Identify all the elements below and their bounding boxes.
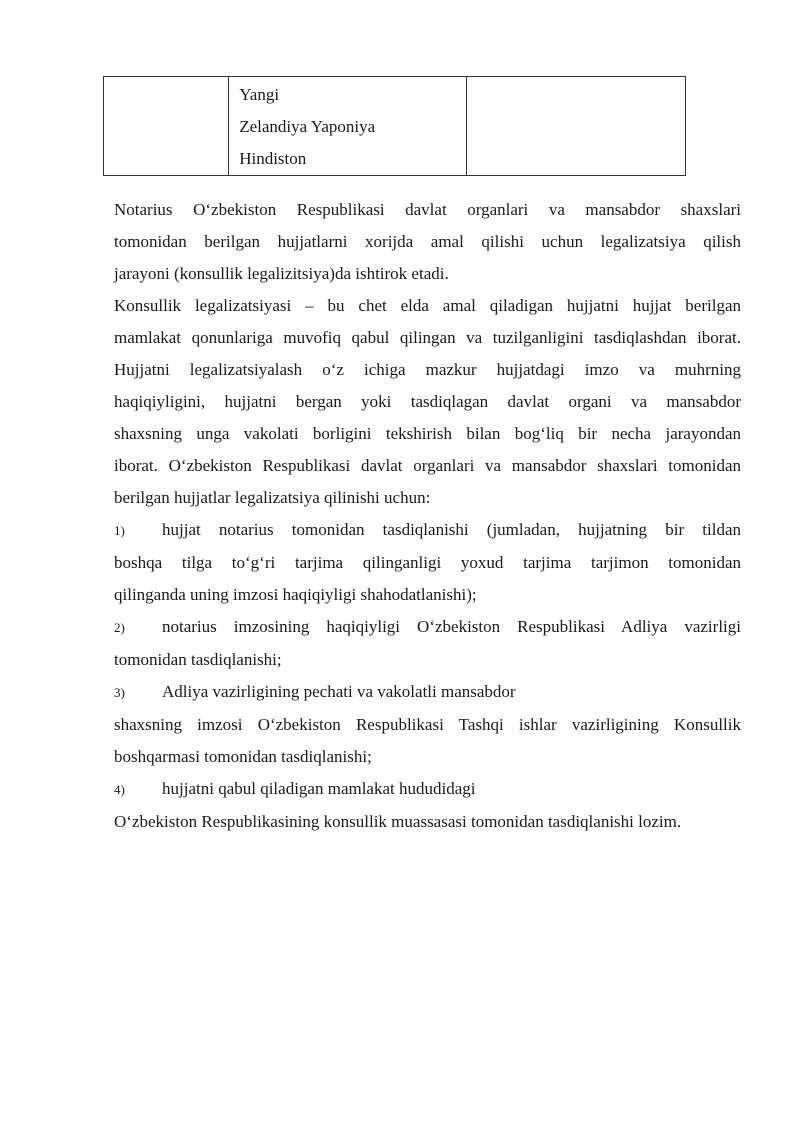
country-line: Yangi [239,85,280,104]
list-item-text: hujjatni qabul qiladigan mamlakat hududidagi [162,779,476,798]
list-item-text: notarius imzosining haqiqiyligi O‘zbekiston Respublikasi Adliya vazirligi [162,617,741,636]
country-line: Zelandiya Yaponiya [239,117,376,136]
table-row [104,77,686,176]
text-line: mamlakat qonunlariga muvofiq qabul qilingan va tuzilganligini tasdiqlashdan iborat. [114,328,741,347]
list-number: 1) [114,523,125,538]
list-item-text: Adliya vazirligining pechati va vakolatli mansabdor [162,682,516,701]
text-line: jarayoni (konsullik legalizitsiya)da ishtirok etadi. [114,264,449,283]
text-line: tomonidan berilgan hujjatlarni xorijda amal qilishi uchun legalizatsiya qilish [114,232,741,251]
text-line: shaxsning imzosi O‘zbekiston Respublikasi Tashqi ishlar vazirligining Konsullik [114,715,741,734]
list-item-text: hujjat notarius tomonidan tasdiqlanishi (jumladan, hujjatning bir tildan [162,520,741,539]
text-line: berilgan hujjatlar legalizatsiya qilinishi uchun: [114,488,431,507]
list-number: 3) [114,685,125,700]
text-line: Hujjatni legalizatsiyalash o‘z ichiga mazkur hujjatdagi imzo va muhrning [114,360,741,379]
table-cell-empty-right [466,77,685,176]
list-item [114,773,741,838]
text-line: haqiqiyligini, hujjatni bergan yoki tasdiqlagan davlat organi va mansabdor [114,392,741,411]
table-cell-empty-left [104,77,229,176]
text-line: O‘zbekiston Respublikasining konsullik muassasasi tomonidan tasdiqlanishi lozim. [114,812,682,831]
text-line: boshqarmasi tomonidan tasdiqlanishi; [114,747,372,766]
list-item [114,514,741,611]
paragraph-notary-role [114,194,741,290]
document-body [114,194,741,838]
list-item [114,611,741,676]
table-cell-countries [229,77,466,176]
text-line: Notarius O‘zbekiston Respublikasi davlat organlari va mansabdor shaxslari [114,200,741,219]
text-line: boshqa tilga to‘g‘ri tarjima qilinganligi yoxud tarjima tarjimon tomonidan [114,553,741,572]
country-table-fragment [103,76,686,176]
text-line: qilinganda uning imzosi haqiqiyligi shahodatlanishi); [114,585,477,604]
text-line: tomonidan tasdiqlanishi; [114,650,282,669]
list-number: 4) [114,782,125,797]
text-line: iborat. O‘zbekiston Respublikasi davlat organlari va mansabdor shaxslari tomonidan [114,456,741,475]
country-line: Hindiston [239,149,307,168]
text-line: shaxsning unga vakolati borligini tekshirish bilan bog‘liq bir necha jarayondan [114,424,741,443]
list-item [114,676,741,773]
text-line: Konsullik legalizatsiyasi – bu chet elda amal qiladigan hujjatni hujjat berilgan [114,296,741,315]
list-number: 2) [114,620,125,635]
paragraph-consular-legalization [114,290,741,514]
